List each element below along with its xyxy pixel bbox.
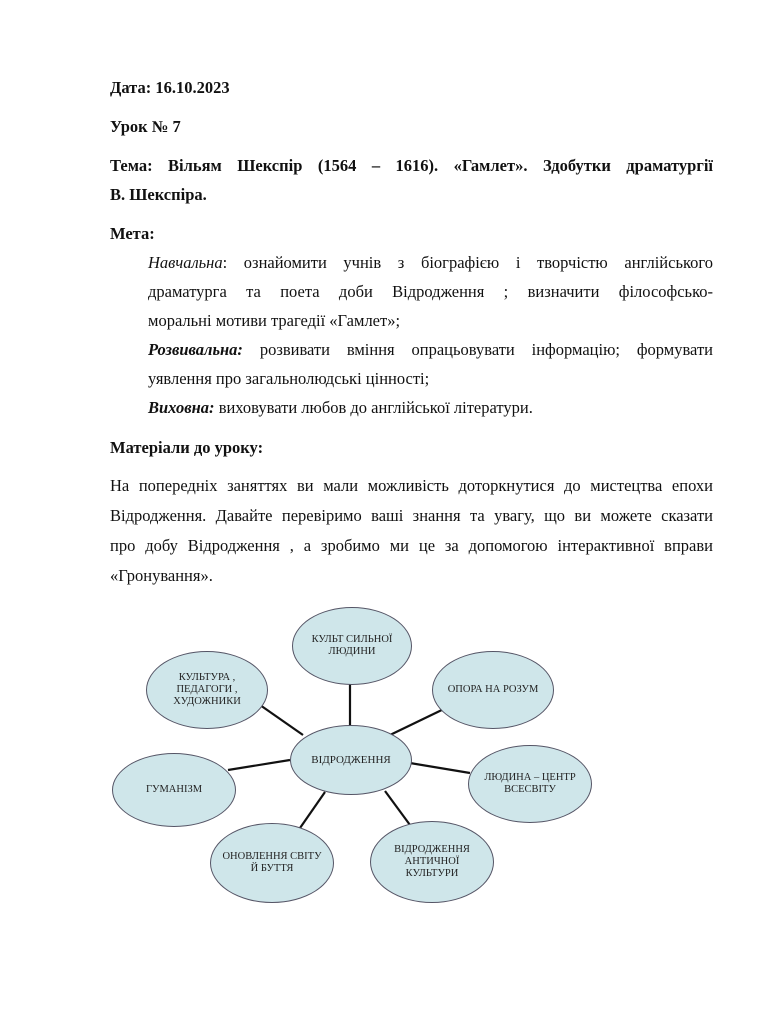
- connector-lower-left: [300, 792, 325, 828]
- connector-right: [410, 763, 470, 773]
- materials-line-2: Відродження. Давайте перевіримо ваші знання та увагу, що ви можете сказати: [110, 506, 713, 525]
- connector-upper-right: [390, 707, 448, 735]
- node-center: ВІДРОДЖЕННЯ: [290, 725, 412, 795]
- dev-goal-label: Розвивальна:: [148, 340, 243, 359]
- upb-goal-text: виховувати любов до англійської літератури.: [214, 398, 533, 417]
- edu-goal-line-2: драматурга та поета доби Відродження ; визначити філософсько-: [148, 282, 713, 301]
- dev-goal-text: розвивати вміння опрацьовувати інформацію; формувати: [242, 340, 713, 359]
- date-line: Дата: 16.10.2023: [110, 78, 230, 97]
- node-1: КУЛЬТ СИЛЬНОЇ ЛЮДИНИ: [292, 607, 412, 685]
- edu-goal-line-3: моральні мотиви трагедії «Гамлет»;: [148, 311, 401, 330]
- connector-upper-left: [260, 705, 303, 735]
- dev-goal-line-2: уявлення про загальнолюдські цінності;: [148, 369, 430, 388]
- topic-line-2: В. Шекспіра.: [110, 185, 207, 204]
- node-2: ОПОРА НА РОЗУМ: [432, 651, 554, 729]
- node-5: ОНОВЛЕННЯ СВІТУ Й БУТТЯ: [210, 823, 334, 903]
- edu-goal-text: : ознайомити учнів з біографією і творчістю англійського: [222, 253, 713, 272]
- edu-goal-line-1: [148, 253, 713, 273]
- materials-line-3: про добу Відродження , а зробимо ми це за допомогою інтерактивної вправи: [110, 536, 713, 555]
- renaissance-cluster-diagram: [100, 595, 620, 925]
- node-7: КУЛЬТУРА , ПЕДАГОГИ , ХУДОЖНИКИ: [146, 651, 268, 729]
- materials-line-1: На попередніх заняттях ви мали можливість доторкнутися до мистецтва епохи: [110, 476, 713, 495]
- goals-title: Мета:: [110, 224, 155, 243]
- node-3: ЛЮДИНА – ЦЕНТР ВСЕСВІТУ: [468, 745, 592, 823]
- materials-line-4: «Гронування».: [110, 566, 213, 585]
- connector-lower-right: [385, 791, 410, 825]
- materials-title: Матеріали до уроку:: [110, 438, 264, 457]
- node-4: ВІДРОДЖЕННЯ АНТИЧНОЇ КУЛЬТУРИ: [370, 821, 494, 903]
- edu-goal-label: Навчальна: [148, 253, 223, 272]
- lesson-number: Урок № 7: [110, 117, 181, 136]
- dev-goal-line-1: [148, 340, 713, 360]
- upb-goal-line: [148, 398, 713, 418]
- connector-left: [228, 760, 290, 770]
- node-6: ГУМАНІЗМ: [112, 753, 236, 827]
- topic-line-1: Тема: Вільям Шекспір (1564 – 1616). «Гамлет». Здобутки драматургії: [110, 156, 713, 175]
- upb-goal-label: Виховна:: [148, 398, 215, 417]
